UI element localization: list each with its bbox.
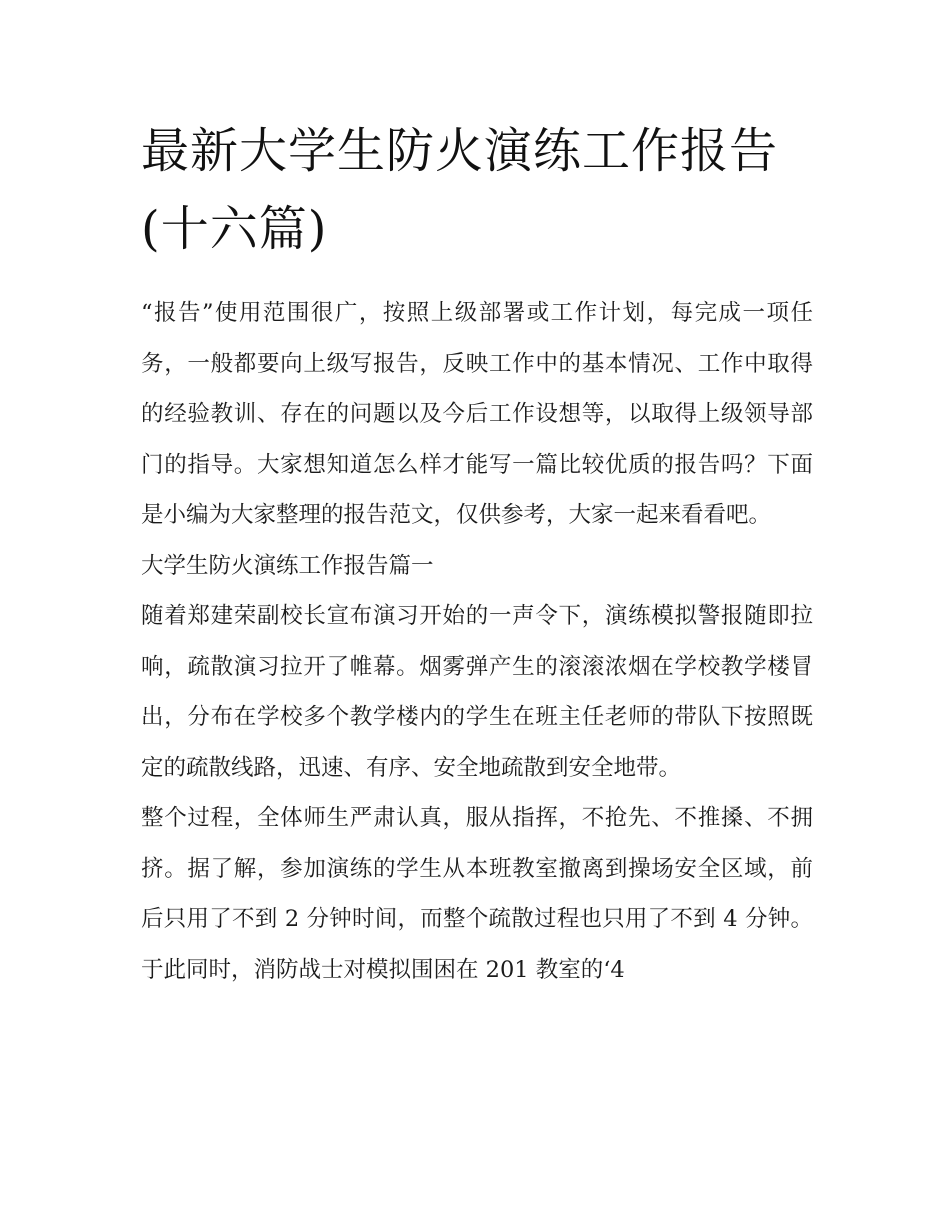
body-paragraph-1: 随着郑建荣副校长宣布演习开始的一声令下，演练模拟警报随即拉响，疏散演习拉开了帷幕。烟雾弹产生的滚滚浓烟在学校教学楼冒出，分布在学校多个教学楼内的学生在班主任老师的带队下按照既定的疏散线路，迅速、有序、安全地疏散到安全地带。 (141, 603, 813, 781)
document-title: 最新大学生防火演练工作报告(十六篇) (141, 123, 779, 257)
intro-paragraph: “报告”使用范围很广，按照上级部署或工作计划，每完成一项任务，一般都要向上级写报告，反映工作中的基本情况、工作中取得的经验教训、存在的问题以及今后工作设想等，以取得上级领导部门的指导。大家想知道怎么样才能写一篇比较优质的报告吗？下面是小编为大家整理的报告范文，仅供参考，大家一起来看看吧。 (141, 300, 813, 528)
section-heading: 大学生防火演练工作报告篇一 (141, 552, 434, 579)
body-paragraph-2: 整个过程，全体师生严肃认真，服从指挥，不抢先、不推搡、不拥挤。据了解，参加演练的学生从本班教室撤离到操场安全区域，前后只用了不到 2 分钟时间，而整个疏散过程也只用了不到 4 分钟。于此同时，消防战士对模拟围困在 201 教室的‘4 (141, 805, 813, 983)
document-page (141, 112, 813, 995)
